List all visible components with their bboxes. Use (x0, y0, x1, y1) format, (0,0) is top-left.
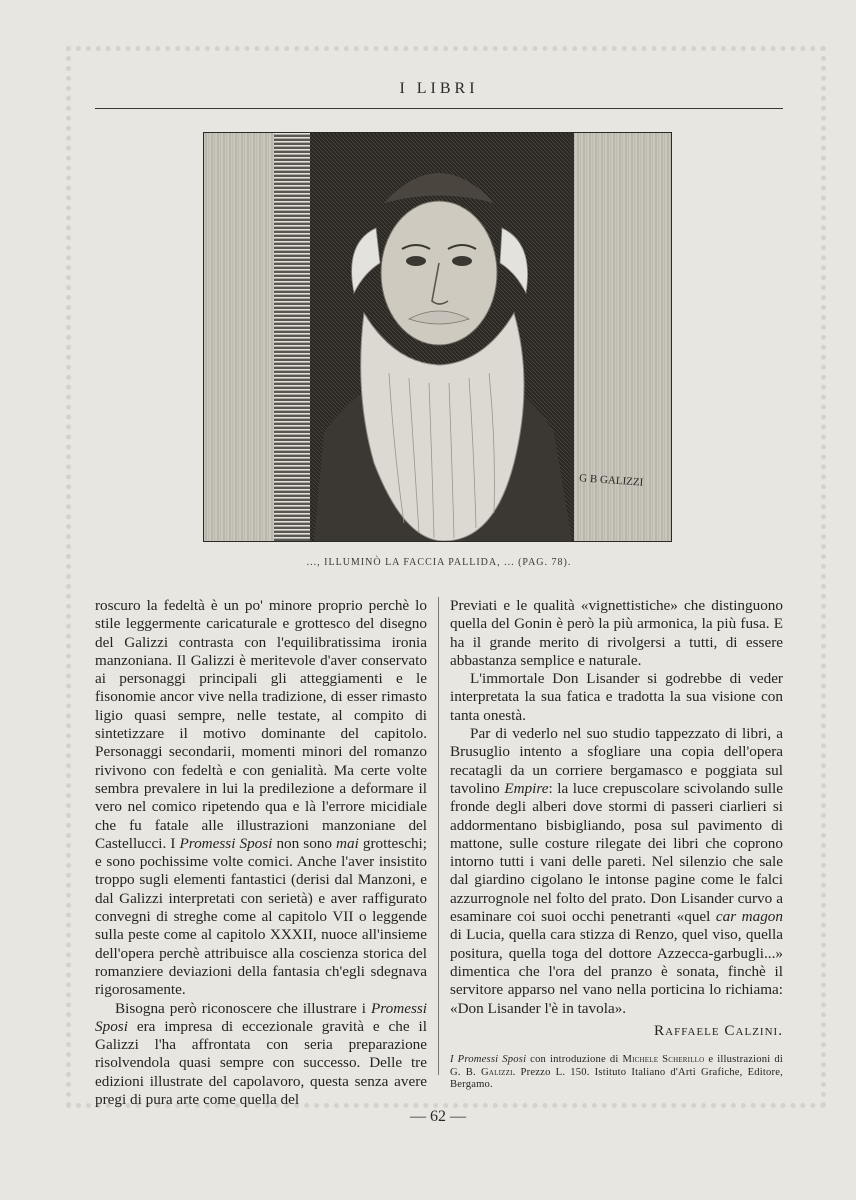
svg-text:G B GALIZZI: G B GALIZZI (578, 472, 644, 489)
illustration-caption: ..., ILLUMINÒ LA FACCIA PALLIDA, ... (PAG. 78). (306, 557, 572, 568)
right-paragraph-3: Par di vederlo nel suo studio tappezzato di libri, a Brusuglio intento a sfogliare una copia dell'opera recatagli da un corriere bergamasco e poggiata sul tavolino Empire: la luce crepuscolare scivolando sulle fronde degli alberi dove stormi di passeri ciarlieri si addormentano bisbigliando, posa sul pavimento di mattone, sulle costure rilegate dei libri che coprono intorno tutti i vani delle pareti. Nel silenzio che sale dal giardino cigolano le intonse pagine come le falci azzurrognole nel folto del prato. Don Lisander curvo a esaminare coi suoi occhi penetranti «quel car magon di Lucia, quella cara stizza di Renzo, quel viso, quella positura, quella toga del dottore Azzecca-garbugli...» dimentica che l'ora del pranzo è sonata, finchè il servitore apparso nel vano nella porticina lo richiama: «Don Lisander l'è in tavola». (450, 725, 783, 1017)
running-head: I LIBRI (399, 80, 479, 97)
column-rule (438, 597, 439, 1075)
left-column (95, 597, 427, 1109)
author-signature: Raffaele Calzini. (654, 1021, 783, 1039)
right-paragraph-2: L'immortale Don Lisander si godrebbe di veder interpretata la sua fatica e tradotta la sua visione con tanta onestà. (450, 670, 783, 724)
left-paragraph-1: roscuro la fedeltà è un po' minore proprio perchè lo stile leggermente caricaturale e grottesco del disegno del Galizzi contrasta con l'equilibratissima ironia manzoniana. Il Galizzi è meritevole d'aver conservato ai personaggi principali gli atteggiamenti e le fisonomie ancor vive nella tradizione, di esser rimasto ligio quasi sempre, nelle testate, al compito di sintetizzare il motivo dominante del capitolo. Personaggi secondarii, momenti minori del romanzo rivivono con fedeltà e con genialità. Ma certe volte sembra prevalere in lui la predilezione a deformare il vero nel comico ripetendo qua e là l'errore micidiale che fu fatale alle illustrazioni manzoniane del Castellucci. I Promessi Sposi non sono mai grotteschi; e sono pochissime volte comici. Anche l'aver insistito troppo sugli elementi fantastici (derisi dal Manzoni, e dal Galizzi interpretati con serietà) e aver raffigurato convegni di streghe come al capitolo VII o leggende sulla peste come al capitolo XXXII, nuoce all'insieme dell'opera perchè attribuisce alla coscienza storica del romanziere deviazioni della fantasia ch'egli sdegnava rigorosamente. (95, 597, 427, 999)
right-paragraph-1: Previati e le qualità «vignettistiche» che distinguono quella del Gonin è però la più armonica, la più fusa. E ha il grande merito di rivolgersi a tutti, di essere abbastanza semplice e naturale. (450, 597, 783, 669)
portrait-illustration (203, 132, 672, 542)
bearded-old-man-portrait-icon (204, 133, 671, 541)
page-number: — 62 — (410, 1108, 466, 1125)
right-column (450, 597, 783, 1092)
header-rule (95, 108, 783, 109)
left-paragraph-2: Bisogna però riconoscere che illustrare i Promessi Sposi era impresa di eccezionale gravità e che il Galizzi l'ha affrontata con seria preparazione risolvendola quasi sempre con successo. Delle tre edizioni illustrate del capolavoro, questa senza avere pregi di pura arte come quella del (95, 999, 427, 1109)
book-footnote: I Promessi Sposi con introduzione di Michele Scherillo e illustrazioni di G. B. Galizzi. Prezzo L. 150. Istituto Italiano d'Arti Grafiche, Editore, Bergamo. (450, 1054, 783, 1091)
